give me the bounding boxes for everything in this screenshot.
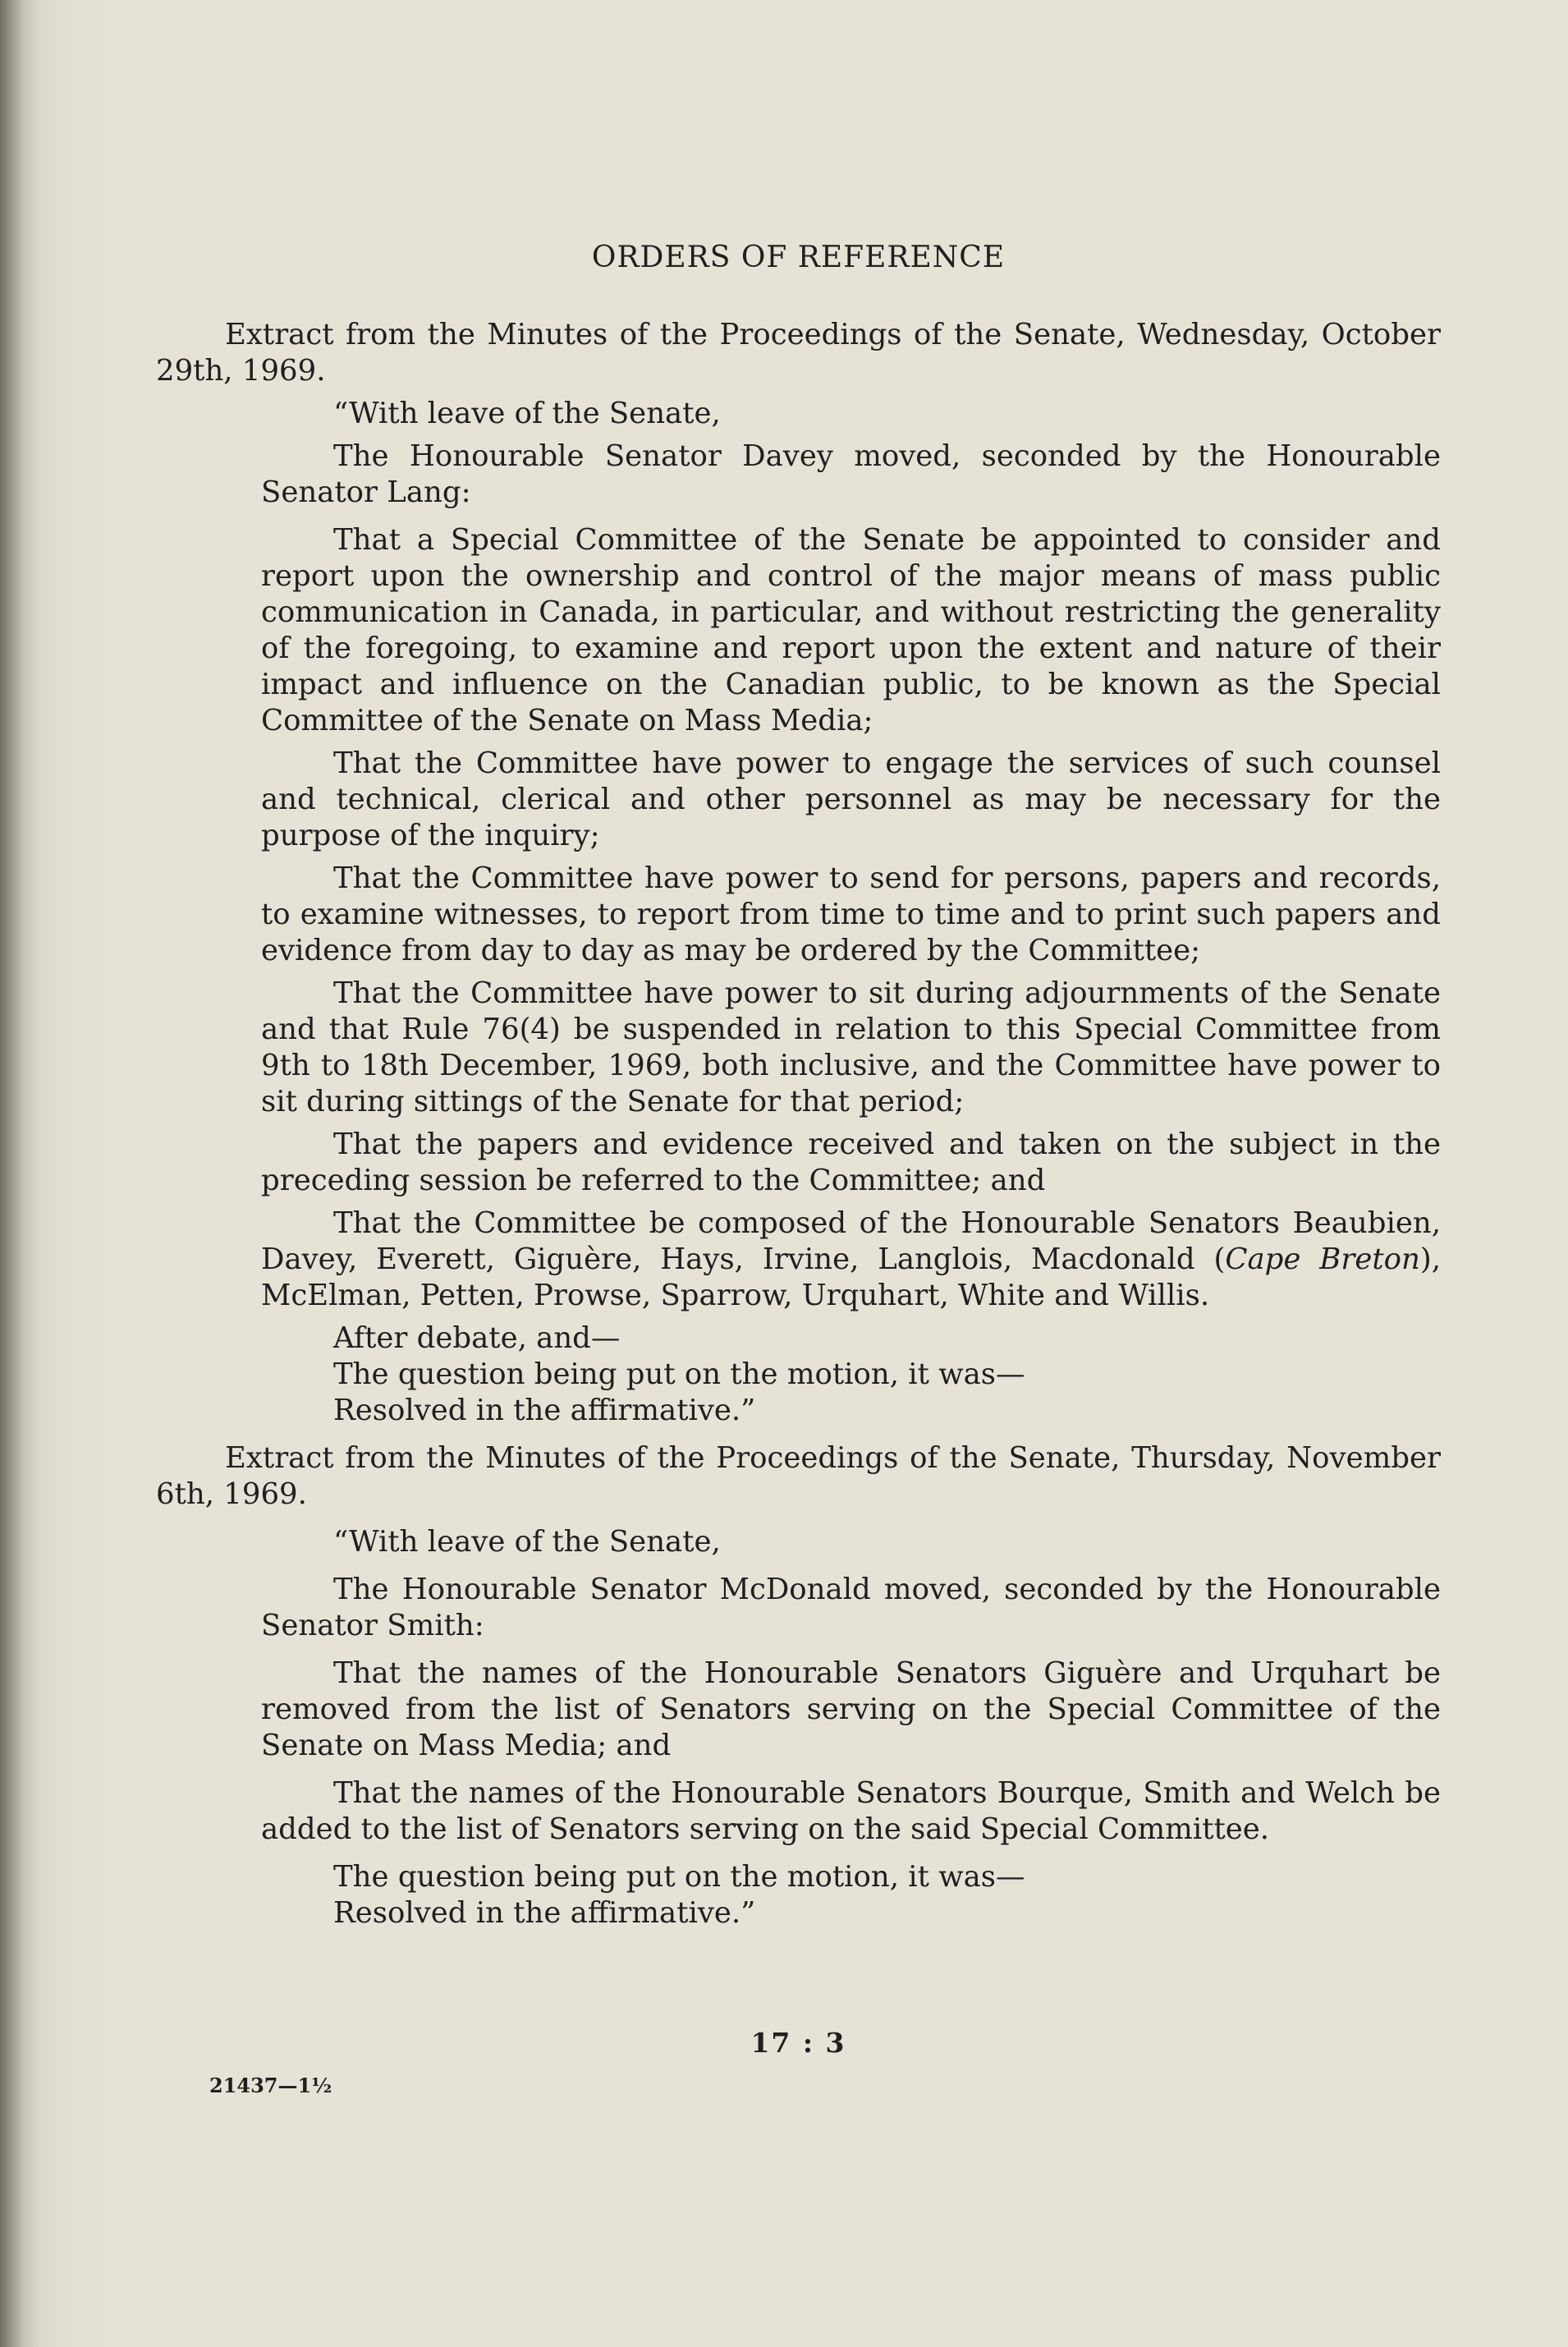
- members-text: That the Committee be composed of the Honourable Senators Beaubien, Davey, Everett, Giguère, Hays, Irvine, Langlois, Macdonald (: [261, 1206, 1441, 1276]
- extract-heading: Extract from the Minutes of the Proceedings of the Senate, Thursday, November 6th, 1969.: [156, 1441, 1441, 1511]
- resolved-line: Resolved in the affirmative.”: [333, 1394, 756, 1427]
- print-code: 21437—1½: [209, 2074, 332, 2097]
- motion-paragraph: That the Committee have power to send for persons, papers and records, to examine witnesses, to report from time to time and to print such papers and evidence from day to day as may be ordered by the Committee;: [261, 861, 1441, 967]
- motion-paragraph: That a Special Committee of the Senate be appointed to consider and report upon the ownership and control of the major means of mass public communication in Canada, in particular, and without restricting the generality of the foregoing, to examine and report upon the extent and nature of their impact and influence on the Canadian public, to be known as the Special Committee of the Senate on Mass Media;: [261, 523, 1441, 737]
- question-line: The question being put on the motion, it was—: [333, 1357, 1025, 1391]
- motion-mover: The Honourable Senator McDonald moved, seconded by the Honourable Senator Smith:: [261, 1573, 1441, 1642]
- leave-line: “With leave of the Senate,: [333, 1525, 721, 1559]
- document-body: [156, 310, 1441, 1931]
- motion-mover: The Honourable Senator Davey moved, seconded by the Honourable Senator Lang:: [261, 439, 1441, 509]
- question-line: The question being put on the motion, it was—: [333, 1860, 1025, 1894]
- members-italic: Cape Breton: [1225, 1242, 1420, 1276]
- leave-line: “With leave of the Senate,: [333, 397, 721, 430]
- extract-november: [156, 1440, 1441, 1931]
- extract-heading: Extract from the Minutes of the Proceedings of the Senate, Wednesday, October 29th, 1969.: [156, 318, 1441, 388]
- motion-paragraph: That the Committee have power to engage the services of such counsel and technical, clerical and other personnel as may be necessary for the purpose of the inquiry;: [261, 746, 1441, 852]
- members-text-end: ), McElman, Petten, Prowse, Sparrow, Urquhart, White and Willis.: [261, 1242, 1441, 1312]
- motion-paragraph: That the Committee have power to sit during adjournments of the Senate and that Rule 76(4) be suspended in relation to this Special Committee from 9th to 18th December, 1969, both inclusive, and the Committee have power to sit during sittings of the Senate for that period;: [261, 976, 1441, 1118]
- page-number: 17 : 3: [750, 2027, 846, 2059]
- debate-line: After debate, and—: [333, 1321, 621, 1355]
- motion-paragraph: That the names of the Honourable Senators Bourque, Smith and Welch be added to the list of Senators serving on the said Special Committee.: [261, 1776, 1441, 1846]
- motion-paragraph: That the names of the Honourable Senators Giguère and Urquhart be removed from the list of Senators serving on the Special Committee of the Senate on Mass Media; and: [261, 1656, 1441, 1762]
- motion-paragraph: That the papers and evidence received and taken on the subject in the preceding session be referred to the Committee; and: [261, 1128, 1441, 1197]
- page-title: ORDERS OF REFERENCE: [591, 241, 1006, 274]
- extract-october: [156, 317, 1441, 1429]
- resolved-line: Resolved in the affirmative.”: [333, 1896, 756, 1930]
- committee-members-paragraph: [156, 1206, 1441, 1314]
